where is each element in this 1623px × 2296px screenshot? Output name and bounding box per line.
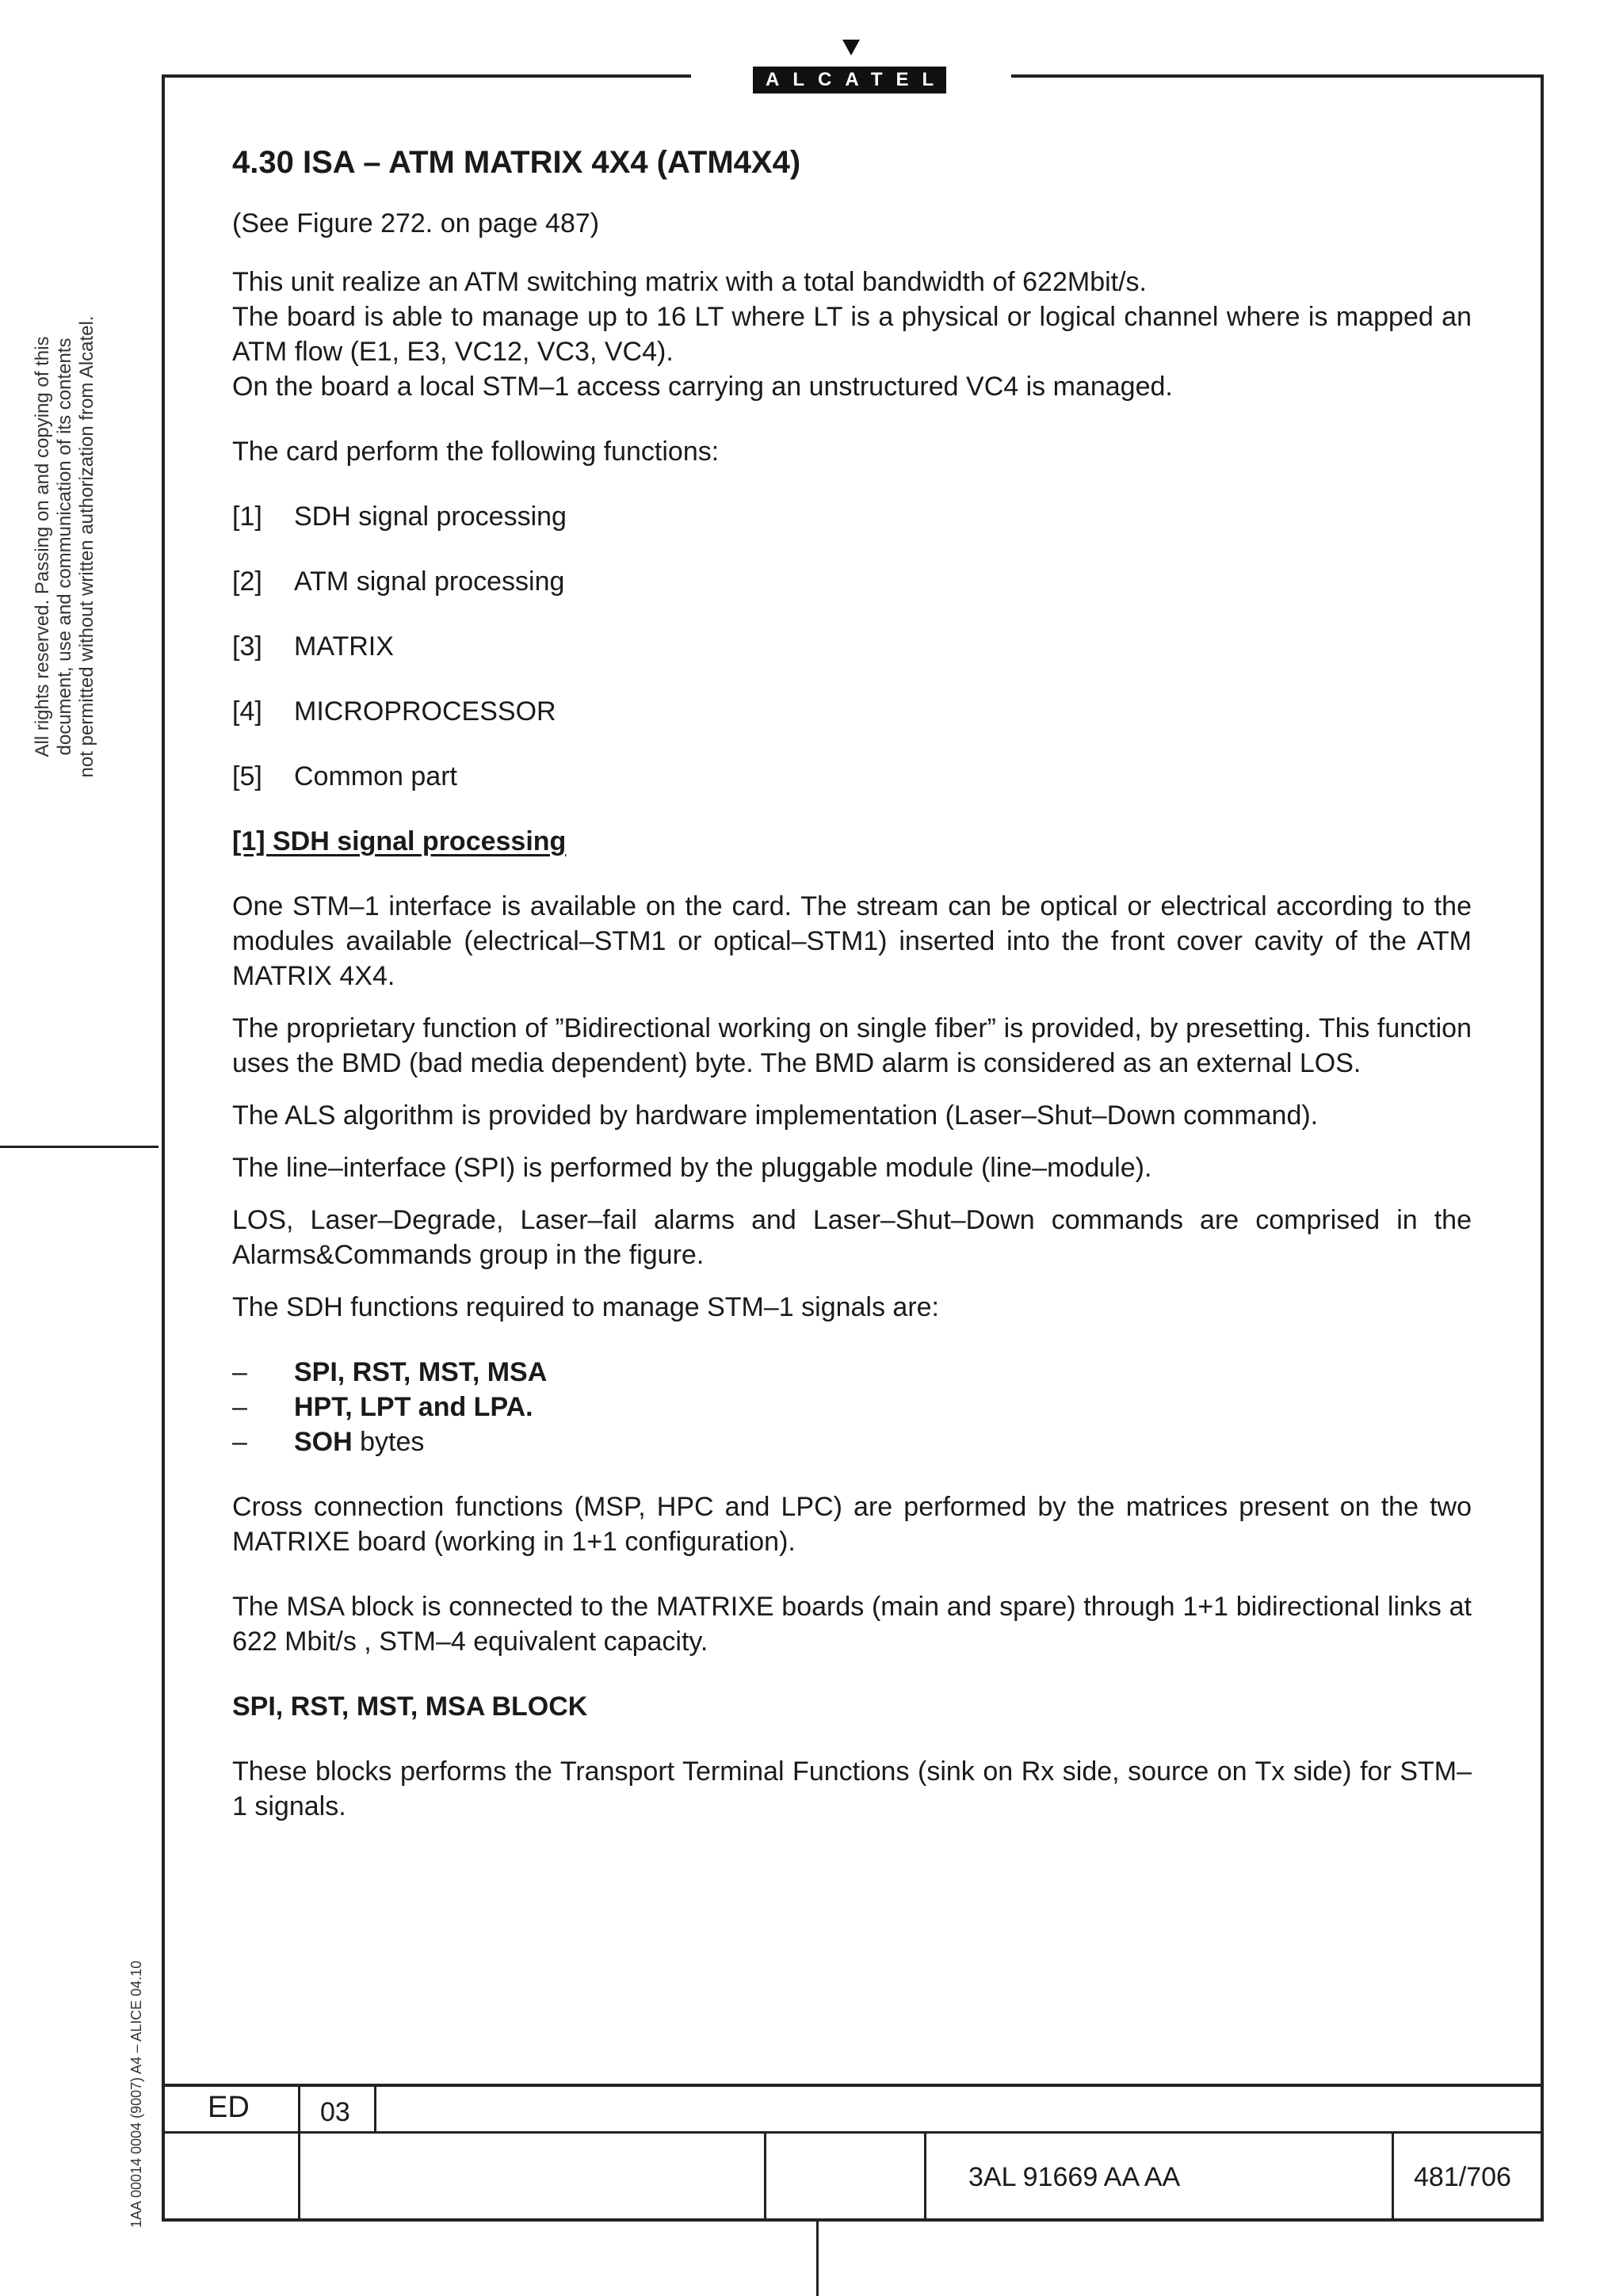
- subsection-heading: [1] SDH signal processing: [232, 826, 567, 856]
- footer-divider: [1392, 2131, 1394, 2222]
- body-paragraph: One STM–1 interface is available on the card. The stream can be optical or electrical according to the modules available (electrical–STM1 or optical–STM1) inserted into the front cover cavity of the ATM MATRIX 4X4.: [232, 891, 1472, 991]
- footer-title-block: [162, 2084, 1544, 2222]
- footer-rule: [162, 2131, 1544, 2134]
- function-number: [3]: [232, 631, 262, 662]
- block-heading: SPI, RST, MST, MSA BLOCK: [232, 1691, 588, 1722]
- edition-label: ED: [208, 2091, 250, 2124]
- function-number: [2]: [232, 566, 262, 597]
- body-paragraph: The SDH functions required to manage STM–1 signals are:: [232, 1292, 940, 1322]
- dash-item-bold: SOH: [294, 1427, 353, 1457]
- function-number: [5]: [232, 761, 262, 791]
- dash-item-text: bytes: [352, 1427, 425, 1457]
- figure-reference: (See Figure 272. on page 487): [232, 208, 600, 238]
- document-body: [232, 143, 1472, 1824]
- intro-line: On the board a local STM–1 access carrying an unstructured VC4 is managed.: [232, 372, 1173, 402]
- function-item: [232, 564, 1472, 599]
- body-paragraph: LOS, Laser–Degrade, Laser–fail alarms and Laser–Shut–Down commands are comprised in the Alarms&Commands group in the figure.: [232, 1205, 1472, 1270]
- dash-list-item: [232, 1355, 1472, 1390]
- copyright-line: document, use and communication of its contents: [54, 338, 75, 756]
- document-code: 3AL 91669 AA AA: [968, 2162, 1181, 2192]
- page-number: 481/706: [1414, 2162, 1511, 2192]
- margin-tick-left: [0, 1146, 158, 1148]
- margin-tick-bottom: [816, 2222, 819, 2296]
- function-item: [232, 694, 1472, 729]
- dash-list-item: [232, 1425, 1472, 1459]
- footer-divider: [764, 2131, 766, 2222]
- dash-item-bold: SPI, RST, MST, MSA: [294, 1357, 548, 1387]
- copyright-line: not permitted without written authorization from Alcatel.: [76, 315, 97, 778]
- section-title: 4.30 ISA – ATM MATRIX 4X4 (ATM4X4): [232, 145, 801, 180]
- function-item: [232, 759, 1472, 794]
- form-code: 1AA 00014 0004 (9007) A4 – ALICE 04.10: [128, 1960, 144, 2228]
- function-number: [1]: [232, 502, 262, 532]
- body-paragraph: The MSA block is connected to the MATRIXE boards (main and spare) through 1+1 bidirectional links at 622 Mbit/s , STM–4 equivalent capacity.: [232, 1592, 1472, 1657]
- function-number: [4]: [232, 696, 262, 727]
- dash-list-item: [232, 1390, 1472, 1425]
- body-paragraph: The proprietary function of ”Bidirectional working on single fiber” is provided, by presetting. This function uses the BMD (bad media dependent) byte. The BMD alarm is considered as an external LOS.: [232, 1013, 1472, 1078]
- body-paragraph: These blocks performs the Transport Terminal Functions (sink on Rx side, source on Tx side) for STM–1 signals.: [232, 1756, 1472, 1821]
- body-paragraph: The line–interface (SPI) is performed by the pluggable module (line–module).: [232, 1153, 1152, 1183]
- logo-triangle-icon: [842, 40, 860, 55]
- dash-item-bold: HPT, LPT and LPA.: [294, 1392, 533, 1422]
- edition-value: 03: [320, 2097, 350, 2127]
- dash-bullet: –: [232, 1427, 247, 1457]
- function-label: Common part: [294, 761, 457, 791]
- dash-bullet: –: [232, 1357, 247, 1387]
- function-item: [232, 629, 1472, 664]
- function-label: MATRIX: [294, 631, 394, 662]
- footer-divider: [298, 2084, 300, 2222]
- footer-divider: [374, 2084, 376, 2131]
- function-item: [232, 499, 1472, 534]
- body-paragraph: The ALS algorithm is provided by hardware implementation (Laser–Shut–Down command).: [232, 1100, 1319, 1131]
- intro-line: This unit realize an ATM switching matrix with a total bandwidth of 622Mbit/s.: [232, 267, 1147, 297]
- intro-line: The board is able to manage up to 16 LT where LT is a physical or logical channel where is mapped an ATM flow (E1, E3, VC12, VC3, VC4).: [232, 302, 1472, 367]
- footer-divider: [924, 2131, 926, 2222]
- alcatel-logo: ALCATEL: [753, 67, 946, 93]
- function-label: SDH signal processing: [294, 502, 567, 532]
- copyright-line: All rights reserved. Passing on and copying of this: [32, 336, 53, 757]
- copyright-notice: [32, 285, 98, 808]
- functions-intro: The card perform the following functions:: [232, 437, 720, 467]
- function-label: MICROPROCESSOR: [294, 696, 556, 727]
- dash-bullet: –: [232, 1392, 247, 1422]
- body-paragraph: Cross connection functions (MSP, HPC and LPC) are performed by the matrices present on the two MATRIXE board (working in 1+1 configuration).: [232, 1492, 1472, 1557]
- footer-rule: [162, 2084, 1544, 2087]
- function-label: ATM signal processing: [294, 566, 565, 597]
